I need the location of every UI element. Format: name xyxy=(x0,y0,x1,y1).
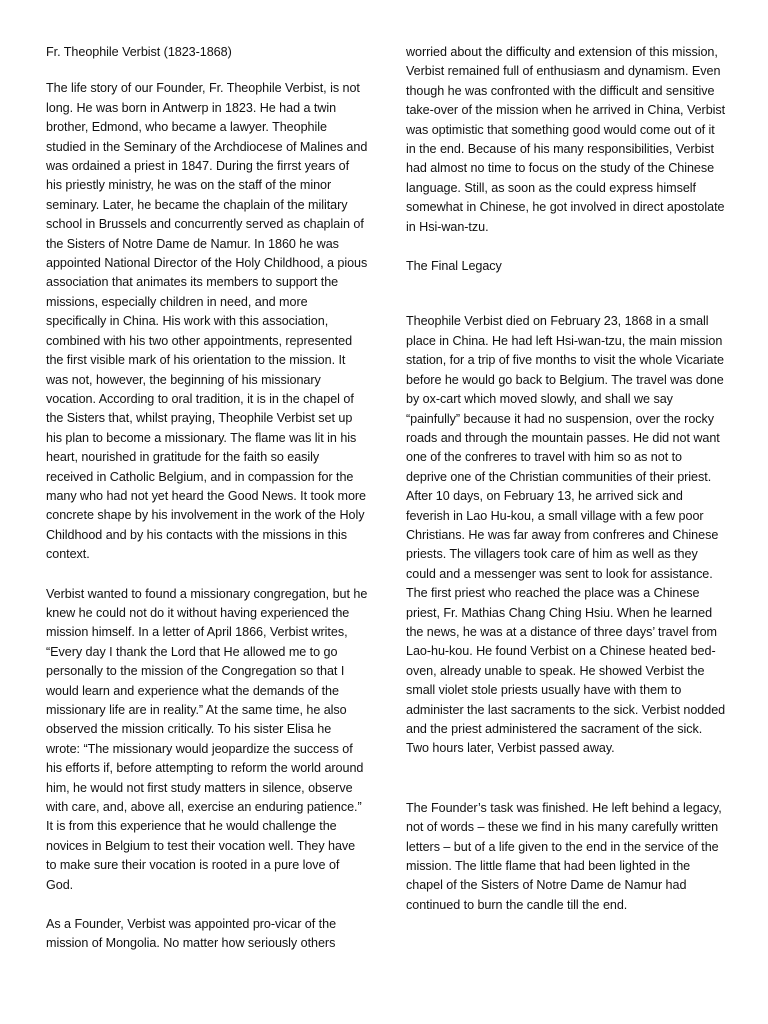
paragraph-life-story: The life story of our Founder, Fr. Theophile Verbist, is not long. He was born in Antwerp in 1823. He had a twin brother, Edmond, who became a lawyer. Theophile studied in the Seminary of the Archdiocese of Malines and was ordained a priest in 1847. During the firrst years of his priestly ministry, he was on the staff of the minor seminary. Later, he became the chaplain of the military school in Brussels and concurrently served as chaplain of the Sisters of Notre Dame de Namur. In 1860 he was appointed National Director of the Holy Childhood, a pious association that animates its members to support the missions, especially children in need, and more specifically in China. His work with this association, combined with his two other appointments, represented the first visible mark of his orientation to the mission. It was not, however, the beginning of his missionary vocation. According to oral tradition, it is in the chapel of the Sisters that, whilst praying, Theophile Verbist set up his plan to become a missionary. The flame was lit in his heart, nourished in gratitude for the faith so easily received in Catholic Belgium, and in compassion for the many who had not yet heard the Good News. It took more concrete shape by his involvement in the work of the Holy Childhood and by his contacts with the missions in this context. xyxy=(46,81,368,562)
paragraph-closing: The Founder’s task was finished. He left behind a legacy, not of words – these we find in his many carefully written letters – but of a life given to the end in the service of the mission. The little flame that had been lighted in the chapel of the Sisters of Notre Dame de Namur had continued to burn the candle till the end. xyxy=(406,800,722,912)
paragraph-death: Theophile Verbist died on February 23, 1868 in a small place in China. He had left Hsi-wan-tzu, the main mission station, for a trip of five months to visit the whole Vicariate before he would go back to Belgium. The travel was done by ox-cart which moved slowly, and shall we say “painfully” because it had no suspension, over the rocky roads and through the mountain passes. He did not want one of the confreres to travel with him so as not to deprive one of the Christian communities of their priest. After 10 days, on February 13, he arrived sick and feverish in Lao Hu-kou, a small village with a few poor Christians. He was far away from confreres and Chinese priests. The villagers took care of him as well as they could and a messenger was sent to look for assistance. The first priest who reached the place was a Chinese priest, Fr. Mathias Chang Ching Hsiu. When he learned the news, he was at a distance of three days’ travel from Lao-hu-kou. He found Verbist on a Chinese heated bed-oven, already unable to speak. He showed Verbist the small violet stole priests usually have with them to administer the last sacraments to the sick. Verbist nodded and the priest administered the sacrament of the sick. Two hours later, Verbist passed away. xyxy=(406,314,726,756)
paragraph-pro-vicar: As a Founder, Verbist was appointed pro-vicar of the mission of Mongolia. No matter how seriously others xyxy=(46,917,337,951)
left-column xyxy=(46,43,368,974)
document-title: Fr. Theophile Verbist (1823-1868) xyxy=(46,45,232,59)
paragraph-missionary-congregation: Verbist wanted to found a missionary congregation, but he knew he could not do it without having experienced the mission himself. In a letter of April 1866, Verbist writes, “Every day I thank the Lord that He allowed me to go personally to the mission of the Congregation so that I would learn and experience what the demands of the missionary life are in reality.” At the same time, he also observed the mission critically. To his sister Elisa he wrote: “The missionary would jeopardize the success of his efforts if, before attempting to reform the world around him, he would not first study matters in silence, observe with care, and, above all, exercise an enduring patience.” It is from this experience that he would challenge the novices in Belgium to test their vocation well. They have to make sure their vocation is rooted in a pure love of God. xyxy=(46,586,368,892)
paragraph-continuation: worried about the difficulty and extension of this mission, Verbist remained full of enthusiasm and dynamism. Even though he was confronted with the difficult and sensitive take-over of the mission when he arrived in China, Verbist was optimistic that something good would come out of it in the end. Because of his many responsibilities, Verbist had almost no time to focus on the study of the Chinese language. Still, as soon as the could express himself somewhat in Chinese, he got involved in direct apostolate in Hsi-wan-tzu. xyxy=(406,45,726,234)
right-column xyxy=(406,43,726,935)
section-heading: The Final Legacy xyxy=(406,259,502,274)
